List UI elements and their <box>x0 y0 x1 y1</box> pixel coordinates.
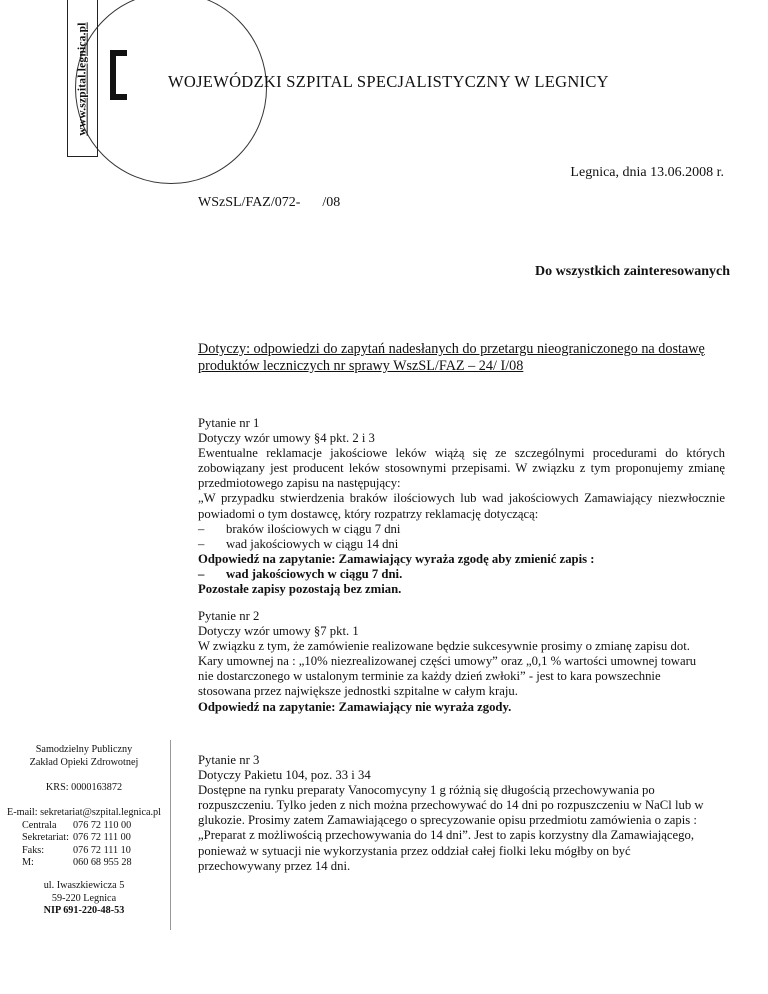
sidebar-contact-row: Faks: 076 72 111 10 <box>22 844 131 856</box>
question-3 <box>198 753 725 874</box>
sidebar-contact-row: Sekretariat: 076 72 111 00 <box>22 832 131 843</box>
sidebar-krs: KRS: 0000163872 <box>45 782 123 793</box>
question-1-item: – braków ilościowych w ciągu 7 dni <box>198 521 401 536</box>
question-2-ref: Dotyczy wzór umowy §7 pkt. 1 <box>198 624 359 639</box>
sidebar-org <box>0 744 168 769</box>
hospital-name: WOJEWÓDZKI SZPITAL SPECJALISTYCZNY W LEGNICY <box>168 72 609 91</box>
question-1-item: – wad jakościowych w ciągu 14 dni <box>198 536 399 551</box>
question-2 <box>198 609 725 715</box>
question-3-line: Dostępne na rynku preparaty Vanocomycyny 1 g różnią się długością przechowywania po <box>198 783 655 798</box>
sidebar-address <box>0 880 168 918</box>
question-1-title: Pytanie nr 1 <box>198 416 260 430</box>
logo-bracket-icon <box>110 50 127 100</box>
question-1 <box>198 416 725 597</box>
logo-website-text: www.szpital.legnica.pl <box>76 21 89 136</box>
question-3-title: Pytanie nr 3 <box>198 753 260 767</box>
question-2-line: W związku z tym, że zamówienie realizowane będzie sukcesywnie prosimy o zmianę zapisu dot. <box>198 639 690 654</box>
question-1-text: Ewentualne reklamacje jakościowe leków wiążą się ze szczególnymi procedurami do których zobowiązany jest producent leków stosownymi przepisami. W związku z tym proponujemy zmianę przedmiotowego zapisu na następujący: <box>198 446 725 491</box>
logo-website[interactable] <box>67 0 98 157</box>
question-3-ref: Dotyczy Pakietu 104, poz. 33 i 34 <box>198 768 371 783</box>
question-2-line: stosowana przez największe jednostki szpitalne w całym kraju. <box>198 684 518 699</box>
addressee: Do wszystkich zainteresowanych <box>535 264 730 279</box>
sidebar-contact-row: M: 060 68 955 28 <box>22 857 132 868</box>
date-line: Legnica, dnia 13.06.2008 r. <box>570 165 724 180</box>
question-2-line: Kary umownej na : „10% niezrealizowanej części umowy” oraz „0,1 % wartości umownej towaru <box>198 654 697 669</box>
sidebar-city: 59-220 Legnica <box>51 892 117 904</box>
question-3-line: przechowywany przez 14 dni. <box>198 858 351 873</box>
question-1-proposal: „W przypadku stwierdzenia braków ilościowych lub wad jakościowych Zamawiający niezwłocznie powiadomi o tym dostawcę, który rozpatrzy reklamację dotyczącą: <box>198 491 725 521</box>
question-3-line: glukozie. Prosimy zatem Zamawiającego o sprecyzowanie opisu przedmiotu zamówienia o zapis : <box>198 813 697 828</box>
question-1-answer-note: Pozostałe zapisy pozostają bez zmian. <box>198 582 402 597</box>
sidebar-org-type: Zakład Opieki Zdrowotnej <box>29 756 139 768</box>
logo-circle <box>75 0 267 184</box>
sidebar-email[interactable]: E-mail: sekretariat@szpital.legnica.pl <box>7 807 161 818</box>
sidebar-contact-row: Centrala 076 72 110 00 <box>22 819 132 831</box>
question-3-line: ponieważ w sytuacji nie wykorzystania przez oddział całej fiolki leku mógłby on być <box>198 843 631 858</box>
sidebar-divider <box>170 740 171 930</box>
reference-suffix: /08 <box>322 195 341 210</box>
sidebar-org-name: Samodzielny Publiczny <box>35 744 133 755</box>
reference-number <box>198 195 340 211</box>
question-1-ref: Dotyczy wzór umowy §4 pkt. 2 i 3 <box>198 431 375 446</box>
question-1-answer: Odpowiedź na zapytanie: Zamawiający wyraża zgodę aby zmienić zapis : <box>198 551 595 566</box>
question-2-line: nie dostarczonego w ustalonym terminie za każdy dzień zwłoki” - jest to kara powszechnie <box>198 669 661 684</box>
sidebar-nip: NIP 691-220-48-53 <box>43 905 125 916</box>
question-1-answer-item: – wad jakościowych w ciągu 7 dni. <box>198 566 403 581</box>
question-2-answer: Odpowiedź na zapytanie: Zamawiający nie wyraża zgody. <box>198 699 512 714</box>
sidebar-street: ul. Iwaszkiewicza 5 <box>43 880 125 891</box>
sidebar-contacts <box>0 807 168 870</box>
subject: Dotyczy: odpowiedzi do zapytań nadesłanych do przetargu nieograniczonego na dostawę produktów leczniczych nr sprawy WszSL/FAZ – 24/ I/08 <box>198 341 705 374</box>
question-3-line: „Preparat z możliwością przechowywania do 14 dni”. Jest to zapis korzystny dla Zamawiającego, <box>198 828 695 843</box>
question-2-title: Pytanie nr 2 <box>198 609 260 623</box>
reference-prefix: WSzSL/FAZ/072- <box>198 195 301 210</box>
question-3-line: rozpuszczeniu. Tylko jeden z nich można przechowywać do 14 dni po rozpuszczeniu w NaCl lub w <box>198 798 704 813</box>
